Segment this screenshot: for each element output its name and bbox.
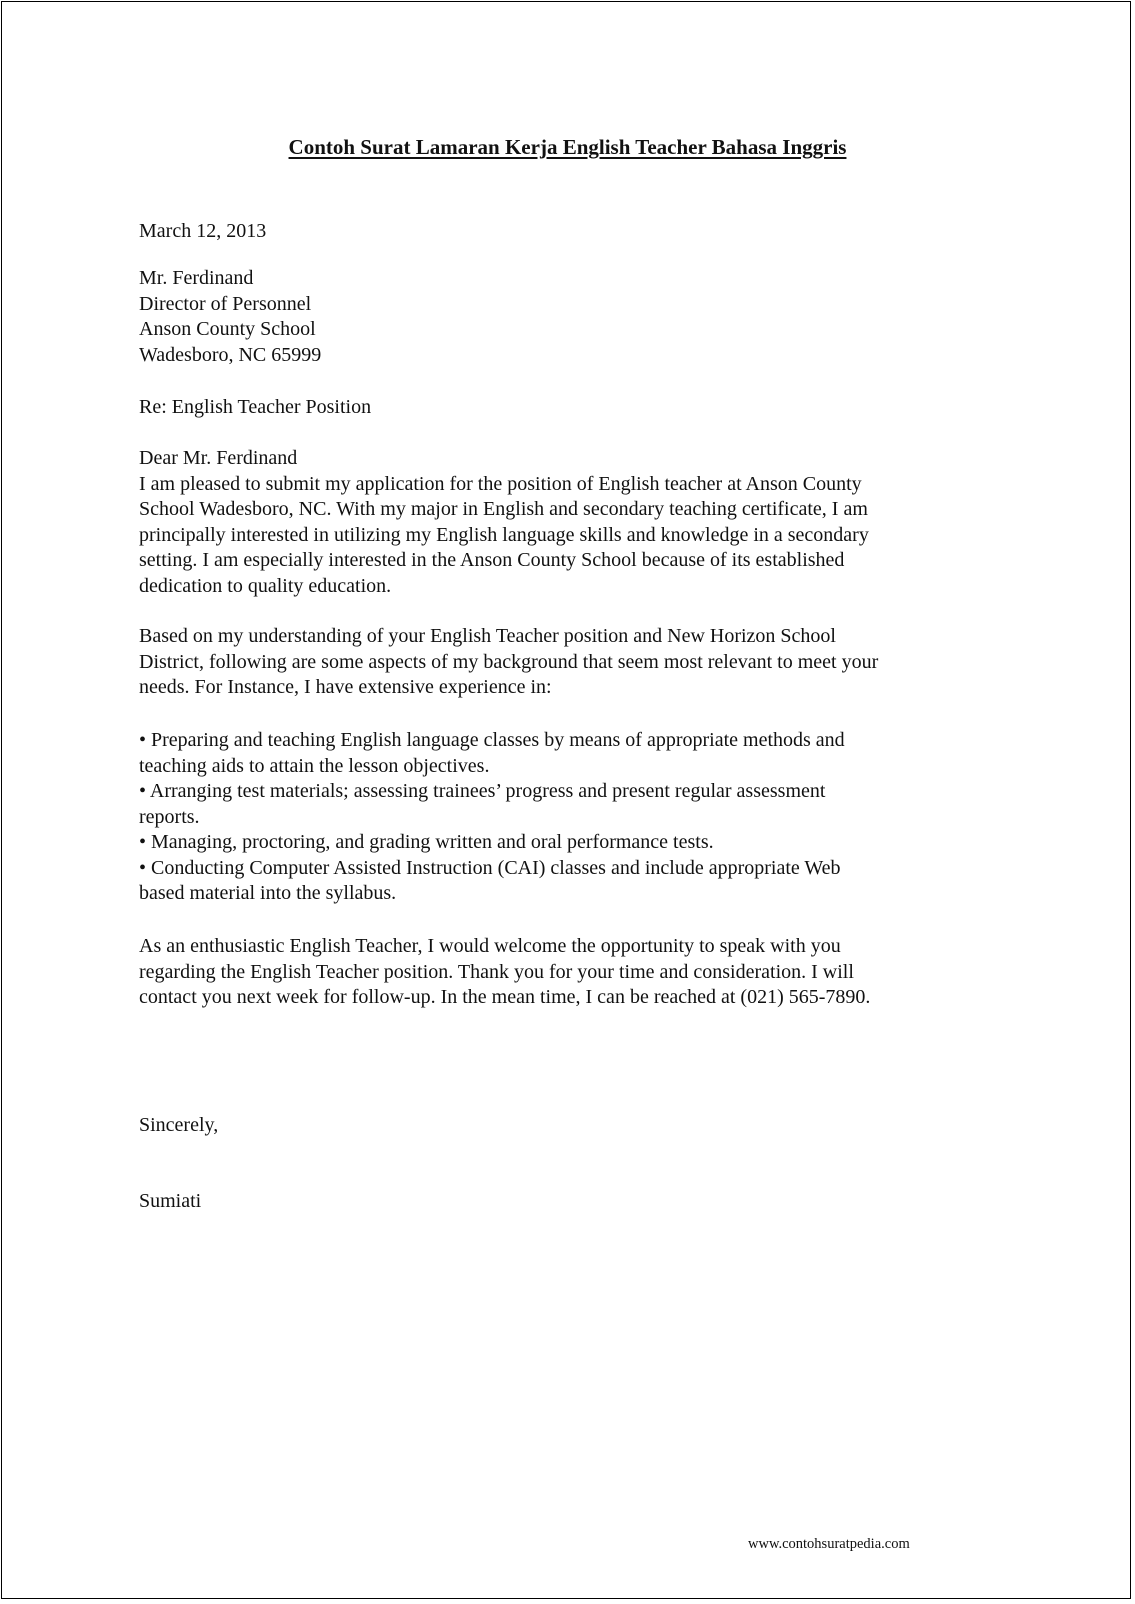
paragraph-line: dedication to quality education.: [139, 574, 392, 597]
closing-text: Sincerely,: [139, 1114, 219, 1136]
paragraph-line: principally interested in utilizing my English language skills and knowledge in a secondary: [139, 523, 869, 546]
paragraph-line: contact you next week for follow-up. In the mean time, I can be reached at (021) 565-7890.: [139, 986, 871, 1008]
recipient-position: Director of Personnel: [139, 292, 312, 315]
list-item-continuation: teaching aids to attain the lesson objectives.: [139, 754, 490, 777]
recipient-name: Mr. Ferdinand: [139, 267, 254, 289]
paragraph-line: needs. For Instance, I have extensive experience in:: [139, 676, 552, 698]
signature: [139, 1189, 1019, 1215]
list-item: • Managing, proctoring, and grading written and oral performance tests.: [139, 831, 714, 853]
paragraph-line: School Wadesboro, NC. With my major in English and secondary teaching certificate, I am: [139, 498, 868, 520]
paragraph-line: setting. I am especially interested in the Anson County School because of its established: [139, 549, 845, 571]
date-text: March 12, 2013: [139, 220, 267, 242]
list-item: • Preparing and teaching English language classes by means of appropriate methods and: [139, 729, 845, 751]
list-item: • Arranging test materials; assessing trainees’ progress and present regular assessment: [139, 780, 826, 802]
salutation: Dear Mr. Ferdinand: [139, 447, 298, 469]
paragraph-line: As an enthusiastic English Teacher, I would welcome the opportunity to speak with you: [139, 935, 841, 957]
recipient-address: [139, 266, 1019, 368]
salutation-and-intro: [139, 446, 1019, 599]
recipient-city: Wadesboro, NC 65999: [139, 343, 322, 366]
list-item: • Conducting Computer Assisted Instruction (CAI) classes and include appropriate Web: [139, 856, 841, 879]
footer-website: www.contohsuratpedia.com: [748, 1536, 910, 1552]
paragraph-line: regarding the English Teacher position. Thank you for your time and consideration. I will: [139, 960, 854, 983]
list-item-continuation: based material into the syllabus.: [139, 882, 397, 904]
subject-text: Re: English Teacher Position: [139, 396, 372, 418]
recipient-organization: Anson County School: [139, 318, 316, 340]
paragraph-line: Based on my understanding of your English Teacher position and New Horizon School: [139, 625, 836, 647]
list-item-continuation: reports.: [139, 805, 200, 828]
signature-name: Sumiati: [139, 1190, 202, 1212]
closing-paragraph: [139, 934, 1019, 1011]
subject-line: [139, 395, 1019, 421]
paragraph-line: District, following are some aspects of my background that seem most relevant to meet your: [139, 650, 879, 673]
letter-title: Contoh Surat Lamaran Kerja English Teacher Bahasa Inggris: [288, 135, 847, 159]
experience-list: [139, 728, 1019, 907]
paragraph-line: I am pleased to submit my application for the position of English teacher at Anson County: [139, 472, 862, 495]
closing: [139, 1113, 1019, 1139]
letter-date: [139, 219, 1019, 245]
background-paragraph: [139, 624, 1019, 701]
